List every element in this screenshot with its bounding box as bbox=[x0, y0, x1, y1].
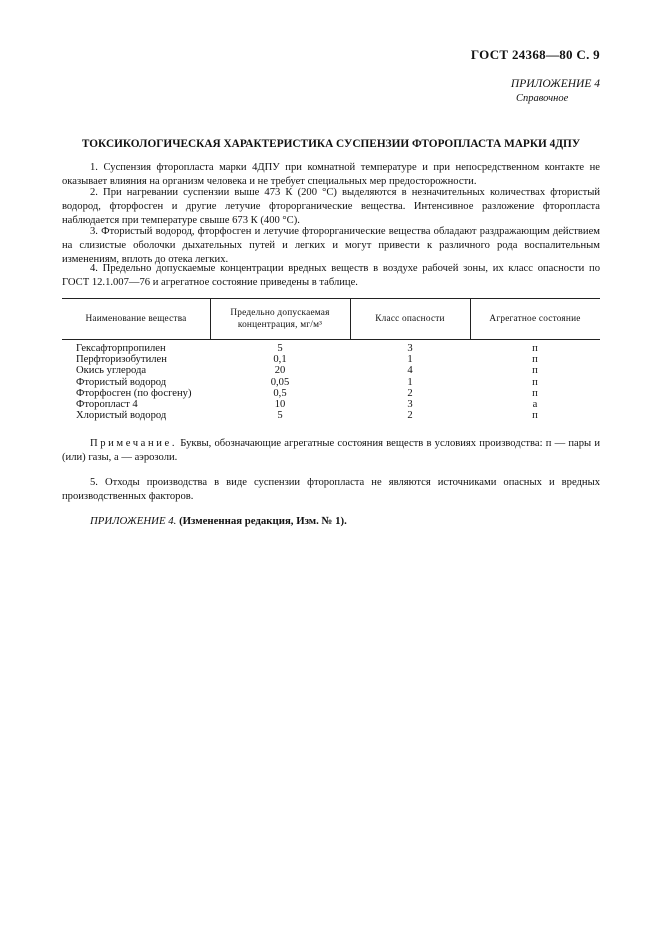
table-note bbox=[62, 437, 600, 465]
state-value: п bbox=[532, 365, 538, 377]
state-value: а bbox=[532, 399, 538, 411]
document-id: ГОСТ 24368—80 С. 9 bbox=[470, 47, 600, 62]
mpc-value: 0,05 bbox=[270, 376, 290, 388]
paragraph-1: 1. Суспензия фторопласта марки 4ДПУ при комнатной температуре и при непосредственном контакте не оказывает влияния на организм человека и не требует специальных мер предосторожности. bbox=[62, 162, 600, 187]
state-value: п bbox=[532, 387, 538, 399]
table-row bbox=[62, 388, 600, 399]
table-row bbox=[62, 377, 600, 388]
substances-table bbox=[62, 343, 600, 421]
note-text: Буквы, обозначающие агрегатные состояния веществ в условиях производства: п — пары и (или) газы, а — аэрозоли. bbox=[62, 438, 600, 463]
state-value: п bbox=[532, 410, 538, 422]
revision-note-amendment: (Измененная редакция, Изм. № 1). bbox=[179, 515, 347, 527]
paragraph-3: 3. Фтористый водород, фторфосген и летучие фторорганические вещества обладают раздражающим действием на слизистые оболочки дыхательных путей и легких и могут привести к различного рода воспалительным изменениям, вплоть до отека легких. bbox=[62, 226, 600, 265]
state-value: п bbox=[532, 343, 538, 354]
mpc-value: 20 bbox=[274, 365, 286, 377]
hazard-class-value: 4 bbox=[407, 365, 413, 377]
substance-name: Гексафторпропилен bbox=[76, 343, 166, 354]
hazard-class-value: 1 bbox=[407, 354, 413, 366]
revision-note-appendix: ПРИЛОЖЕНИЕ 4. bbox=[90, 515, 177, 527]
appendix-label: ПРИЛОЖЕНИЕ 4 bbox=[510, 78, 600, 90]
table-header-state-label: Агрегатное состояние bbox=[489, 313, 581, 324]
table-row bbox=[62, 399, 600, 410]
substance-name: Перфторизобутилен bbox=[76, 354, 167, 366]
substance-name: Фтористый водород bbox=[76, 376, 167, 388]
mpc-value: 5 bbox=[277, 410, 283, 422]
table-row bbox=[62, 410, 600, 421]
state-value: п bbox=[532, 376, 538, 388]
hazard-class-value: 3 bbox=[407, 399, 413, 411]
hazard-class-value: 1 bbox=[407, 376, 413, 388]
table-header-mpc-label: Предельно допускаемая концентрация, мг/м³ bbox=[230, 307, 330, 330]
appendix-type: Справочное bbox=[516, 93, 569, 104]
table-header-name bbox=[62, 298, 210, 339]
table-header-mpc bbox=[210, 298, 350, 339]
table-header-hazard-class bbox=[350, 298, 470, 339]
substance-name: Фторопласт 4 bbox=[76, 399, 138, 411]
table-row bbox=[62, 343, 600, 354]
table-row bbox=[62, 365, 600, 376]
table-row bbox=[62, 354, 600, 365]
table-header-rule bbox=[62, 339, 600, 340]
paragraph-4: 4. Предельно допускаемые концентрации вредных веществ в воздухе рабочей зоны, их класс опасности по ГОСТ 12.1.007—76 и агрегатное состояние приведены в таблице. bbox=[62, 263, 600, 288]
table-header-hazard-class-label: Класс опасности bbox=[375, 313, 445, 324]
substance-name: Фторфосген (по фосгену) bbox=[76, 387, 192, 399]
substance-name: Окись углерода bbox=[76, 365, 147, 377]
mpc-value: 10 bbox=[274, 399, 286, 411]
state-value: п bbox=[532, 354, 538, 366]
document-title: ТОКСИКОЛОГИЧЕСКАЯ ХАРАКТЕРИСТИКА СУСПЕНЗИИ ФТОРОПЛАСТА МАРКИ 4ДПУ bbox=[81, 138, 581, 150]
hazard-class-value: 2 bbox=[407, 410, 413, 422]
substance-name: Хлористый водород bbox=[76, 410, 167, 422]
hazard-class-value: 3 bbox=[407, 343, 413, 354]
mpc-value: 0,5 bbox=[273, 387, 287, 399]
mpc-value: 0,1 bbox=[273, 354, 287, 366]
hazard-class-value: 2 bbox=[407, 387, 413, 399]
note-label: Примечание. bbox=[90, 438, 178, 449]
table-header-name-label: Наименование вещества bbox=[85, 313, 187, 324]
mpc-value: 5 bbox=[277, 343, 283, 354]
table-header-state bbox=[470, 298, 600, 339]
revision-note bbox=[90, 515, 347, 527]
paragraph-5: 5. Отходы производства в виде суспензии фторопласта не являются источниками опасных и вредных производственных факторов. bbox=[62, 477, 600, 502]
paragraph-2: 2. При нагревании суспензии выше 473 К (200 °С) выделяются в незначительных количествах фтористый водород, фторфосген и другие летучие фторорганические вещества. Интенсивное разложение фторопласта наблюдается при температуре свыше 673 К (400 °С). bbox=[62, 187, 600, 226]
